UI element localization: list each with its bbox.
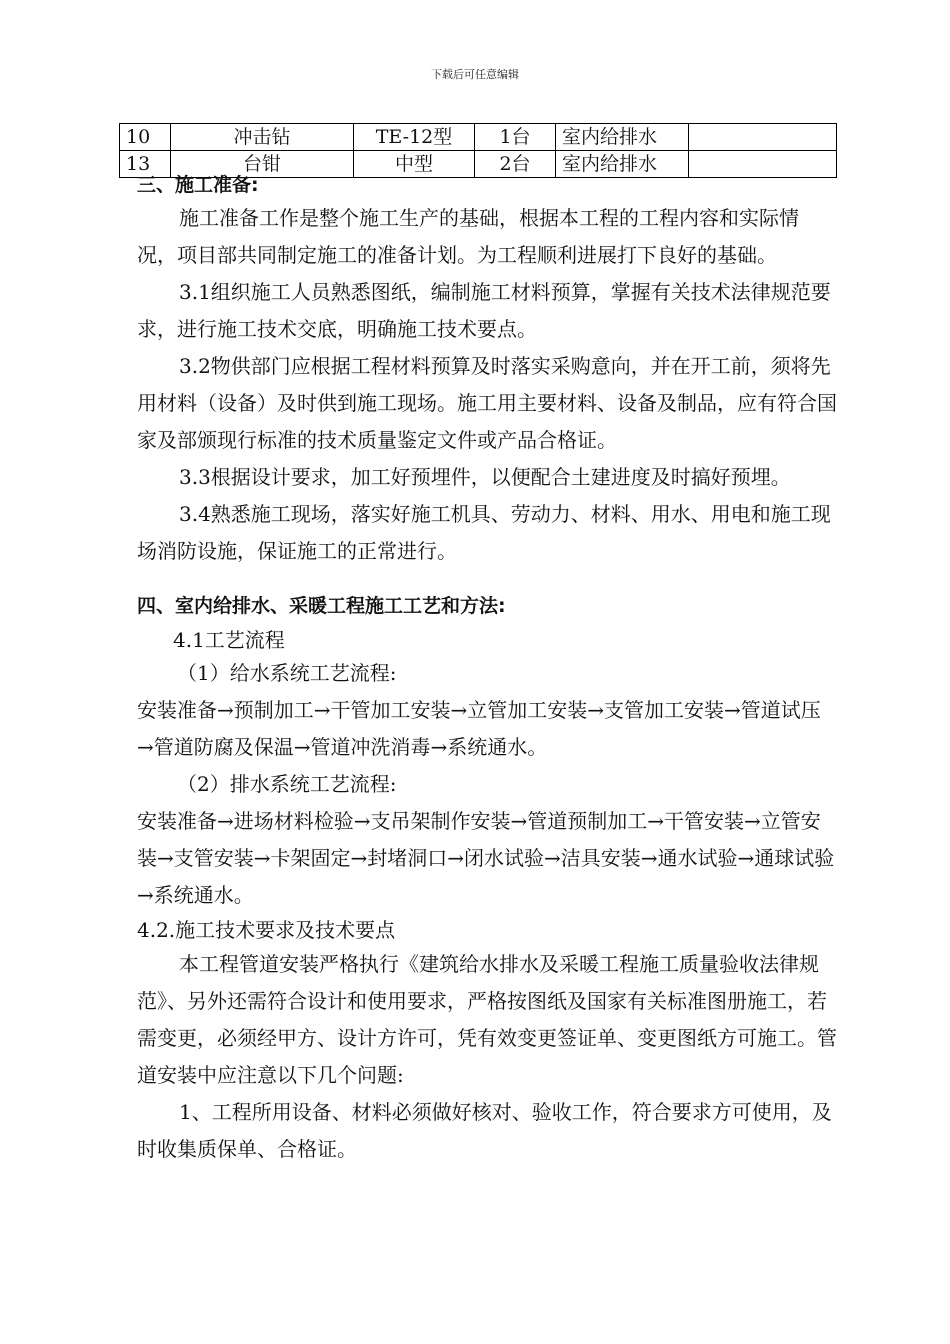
flow-2-title: （2）排水系统工艺流程:	[177, 772, 397, 796]
cell-note	[689, 124, 837, 151]
page-header: 下载后可任意编辑	[431, 68, 519, 81]
flow-2-steps: 安装准备→进场材料检验→支吊架制作安装→管道预制加工→干管安装→立管安装→支管安装→卡架固定→封堵洞口→闭水试验→洁具安装→通水试验→通球试验→系统通水。	[137, 809, 835, 907]
section-3-heading: 三、施工准备:	[137, 174, 259, 196]
section-4-heading: 四、室内给排水、采暖工程施工工艺和方法:	[137, 595, 506, 617]
cell-quantity: 1台	[475, 124, 556, 151]
list-item-1: 1、工程所用设备、材料必须做好核对、验收工作，符合要求方可使用，及时收集质保单、合格证。	[137, 1100, 832, 1161]
cell-number: 10	[120, 124, 171, 151]
paragraph-3-3: 3.3根据设计要求，加工好预埋件，以便配合土建进度及时搞好预埋。	[179, 465, 791, 489]
cell-model: 中型	[354, 151, 475, 178]
cell-name: 台钳	[171, 151, 354, 178]
cell-usage: 室内给排水	[556, 151, 689, 178]
section-3-intro: 施工准备工作是整个施工生产的基础，根据本工程的工程内容和实际情况，项目部共同制定施工的准备计划。为工程顺利进展打下良好的基础。	[137, 206, 799, 267]
cell-quantity: 2台	[475, 151, 556, 178]
paragraph-3-2: 3.2物供部门应根据工程材料预算及时落实采购意向，并在开工前，须将先用材料（设备）及时供到施工现场。施工用主要材料、设备及制品，应有符合国家及部颁现行标准的技术质量鉴定文件或产品合格证。	[137, 354, 837, 452]
document-body	[137, 170, 837, 1168]
cell-usage: 室内给排水	[556, 124, 689, 151]
paragraph-4-2: 本工程管道安装严格执行《建筑给水排水及采暖工程施工质量验收法律规范》、另外还需符合设计和使用要求，严格按图纸及国家有关标准图册施工，若需变更，必须经甲方、设计方许可，凭有效变更签证单、变更图纸方可施工。管道安装中应注意以下几个问题:	[137, 952, 837, 1087]
paragraph-3-1: 3.1组织施工人员熟悉图纸，编制施工材料预算，掌握有关技术法律规范要求，进行施工技术交底，明确施工技术要点。	[137, 280, 831, 341]
subsection-4-2: 4.2.施工技术要求及技术要点	[137, 918, 396, 942]
table-row	[120, 124, 837, 151]
cell-name: 冲击钻	[171, 124, 354, 151]
cell-model: TE-12型	[354, 124, 475, 151]
cell-number: 13	[120, 151, 171, 178]
flow-1-title: （1）给水系统工艺流程:	[177, 661, 397, 685]
paragraph-3-4: 3.4熟悉施工现场，落实好施工机具、劳动力、材料、用水、用电和施工现场消防设施，保证施工的正常进行。	[137, 502, 831, 563]
flow-1-steps: 安装准备→预制加工→干管加工安装→立管加工安装→支管加工安装→管道试压→管道防腐及保温→管道冲洗消毒→系统通水。	[137, 698, 821, 759]
subsection-4-1: 4.1工艺流程	[173, 628, 285, 652]
